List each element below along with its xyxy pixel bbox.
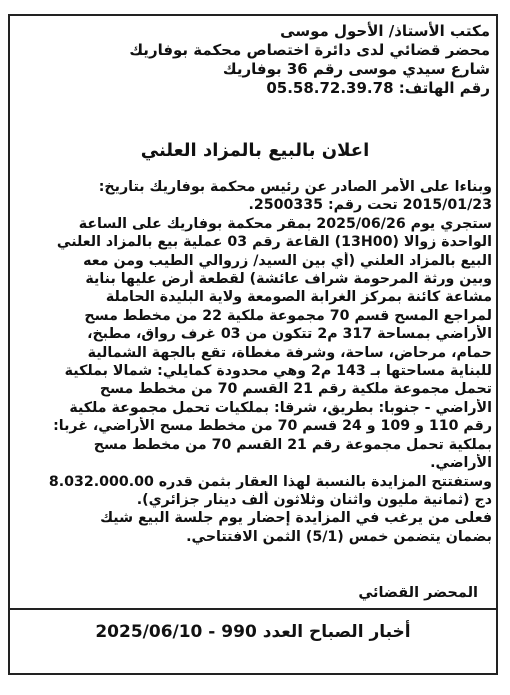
body-line: للبناية مساحتها بـ 143 م2 وهي محدودة كمايلي: شمالا بملكية [64,363,492,380]
body-line: وبين ورثة المرحومة شراف عائشة) لقطعة أرض عليها بناية [85,271,492,288]
office-address: شارع سيدي موسى رقم 36 بوفاريك [222,60,490,78]
body-line: البيع بالمزاد العلني (أي بين السيد/ زروالي الطيب ومن معه [83,252,492,269]
notice-title: اعلان بالبيع بالمزاد العلني [140,140,370,161]
body-line: مشاعة كائنة بمركز الغرابة الصومعة ولاية البليدة الحاملة [105,289,492,306]
body-line: وبناءا على الأمر الصادر عن رئيس محكمة بوفاريك بتاريخ: [98,179,492,195]
footer-divider [8,608,498,610]
body-line: الأراضي. [430,455,492,472]
signature: المحضر القضائي [358,585,478,601]
body-line: بضمان يتضمن خمس (5/1) الثمن الافتتاحي. [186,528,492,545]
body-line: فعلى من يرغب في المزايدة إحضار يوم جلسة البيع شيك [100,510,492,527]
publication-footer: أخبار الصباح العدد 990 - 2025/06/10 [95,622,411,642]
body-line: الأراضي بمساحة 317 م2 تتكون من 03 غرف رواق، مطبخ، [87,326,492,343]
body-line: حمام، مرحاض، ساحة، وشرفة مغطاة، تقع بالجهة الشمالية [87,344,492,361]
notice-body [18,178,492,546]
body-line: 2015/01/23 تحت رقم: 2500335. [248,197,492,214]
body-line: الأراضي - جنوبا: بطريق، شرقا: بملكيات تحمل مجموعة ملكية [69,399,492,416]
body-line: لمراجع المسح قسم 70 مجموعة ملكية 22 من مخطط مسح [84,307,492,324]
notice-header [90,22,490,98]
body-line: رقم 110 و 109 و 24 قسم 70 من مخطط مسح الأراضي، غربا: [53,418,492,435]
phone-number: 05.58.72.39.78 [266,79,394,97]
office-name: مكتب الأستاذ/ الأحول موسى [280,22,490,40]
phone-line [90,79,490,98]
body-line: ستجري يوم 2025/06/26 بمقر محكمة بوفاريك على الساعة [78,215,492,232]
phone-label: رقم الهاتف: [398,79,490,97]
body-line: بملكية تحمل مجموعة رقم 21 القسم 70 من مخطط مسح [93,436,492,453]
body-line: الواحدة زوالا (13H00) القاعة رقم 03 عملية بيع بالمزاد العلني [56,234,492,251]
bailiff-role: محضر قضائي لدى دائرة اختصاص محكمة بوفاريك [129,41,490,59]
body-line: تحمل مجموعة ملكية رقم 21 القسم 70 من مخطط مسح [99,381,492,398]
body-line: دج (ثمانية مليون واثنان وثلاثون ألف دينار جزائري). [136,491,492,508]
body-line: وستفتتح المزايدة بالنسبة لهذا العقار بثمن قدره 8.032.000.00 [48,473,492,490]
